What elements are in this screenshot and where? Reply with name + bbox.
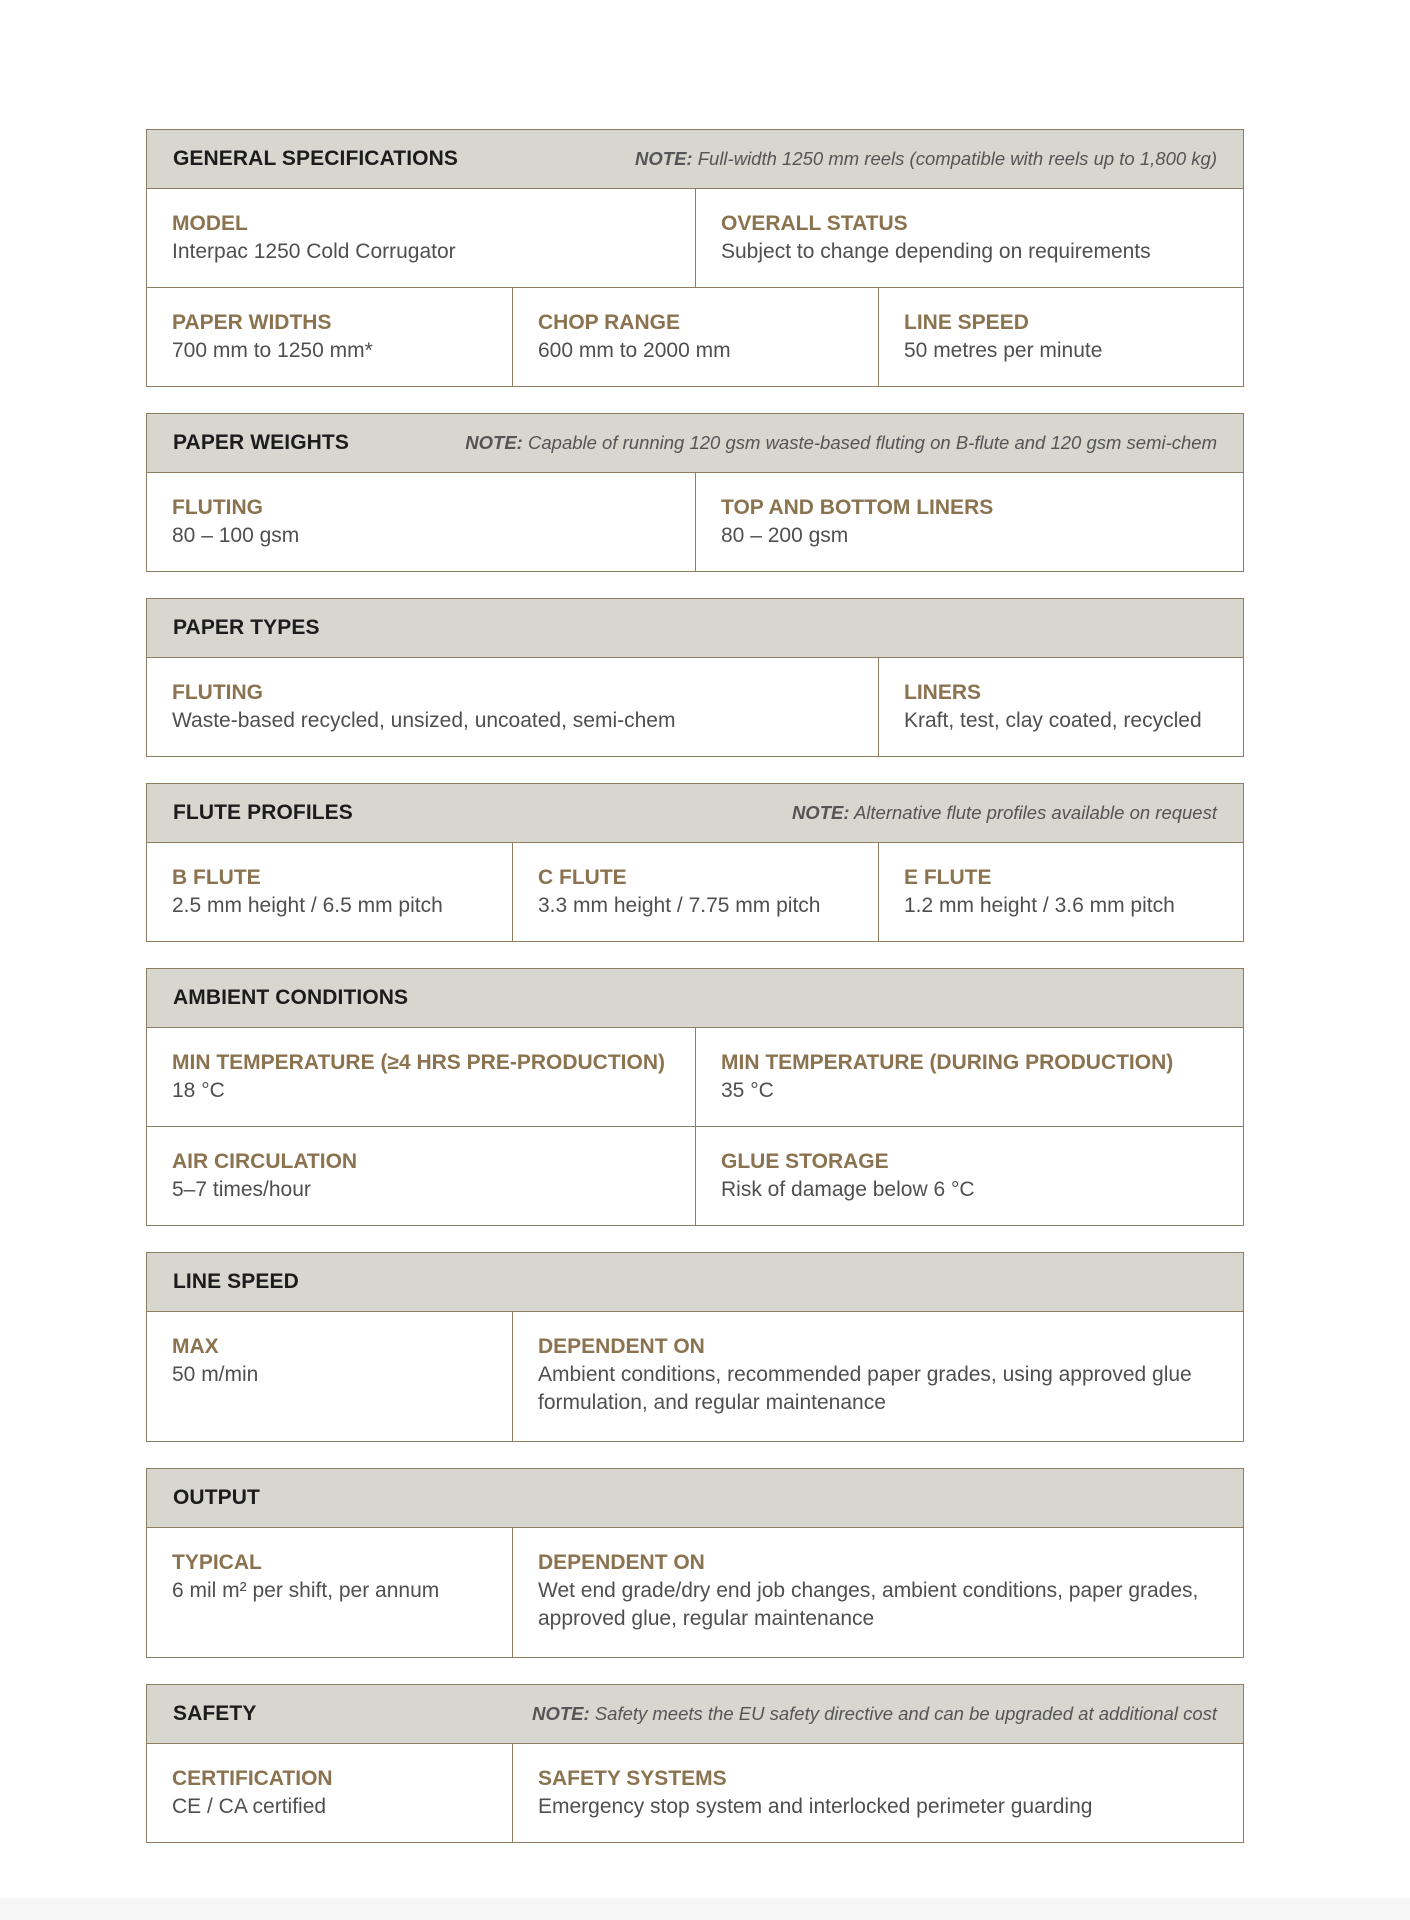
- section-title: SAFETY: [173, 1702, 257, 1725]
- section-title: PAPER WEIGHTS: [173, 431, 349, 454]
- note-label: NOTE:: [635, 148, 693, 169]
- cell-glue-storage: [696, 1127, 1243, 1225]
- field-label: FLUTING: [172, 681, 263, 704]
- section-note: [465, 432, 1217, 454]
- field-label: DEPENDENT ON: [538, 1551, 705, 1574]
- spec-row: [147, 1127, 1243, 1225]
- field-value: Interpac 1250 Cold Corrugator: [172, 240, 456, 263]
- field-label: MAX: [172, 1335, 219, 1358]
- cell-speed-dependent-on: [513, 1312, 1243, 1441]
- cell-overall-status: [696, 189, 1243, 287]
- field-value: Ambient conditions, recommended paper grades, using approved glue formulation, and regular maintenance: [538, 1363, 1192, 1414]
- section-header: [147, 1253, 1243, 1312]
- section-paper-weights: [146, 413, 1244, 572]
- field-label: SAFETY SYSTEMS: [538, 1767, 727, 1790]
- field-value: 600 mm to 2000 mm: [538, 339, 731, 362]
- spec-row: [147, 473, 1243, 571]
- field-value: 35 °C: [721, 1079, 774, 1102]
- section-note: [792, 802, 1217, 824]
- section-general-specifications: [146, 129, 1244, 387]
- field-value: 1.2 mm height / 3.6 mm pitch: [904, 894, 1175, 917]
- section-header: [147, 130, 1243, 189]
- section-note: [635, 148, 1217, 170]
- section-title: GENERAL SPECIFICATIONS: [173, 147, 458, 170]
- field-label: CERTIFICATION: [172, 1767, 333, 1790]
- field-label: CHOP RANGE: [538, 311, 680, 334]
- section-title: OUTPUT: [173, 1486, 260, 1509]
- section-title: FLUTE PROFILES: [173, 801, 353, 824]
- section-flute-profiles: [146, 783, 1244, 942]
- cell-typical-output: [147, 1528, 513, 1657]
- spec-row: [147, 1744, 1243, 1842]
- field-label: AIR CIRCULATION: [172, 1150, 358, 1173]
- field-label: MODEL: [172, 212, 248, 235]
- note-text: Capable of running 120 gsm waste-based fluting on B-flute and 120 gsm semi-chem: [528, 432, 1217, 453]
- field-value: Subject to change depending on requirements: [721, 240, 1151, 263]
- field-value: 700 mm to 1250 mm*: [172, 339, 373, 362]
- spec-row: [147, 288, 1243, 386]
- field-value: 3.3 mm height / 7.75 mm pitch: [538, 894, 821, 917]
- spec-row: [147, 1028, 1243, 1127]
- field-label: GLUE STORAGE: [721, 1150, 889, 1173]
- spec-sheet: [146, 129, 1244, 1869]
- cell-min-temp-pre: [147, 1028, 696, 1126]
- note-text: Full-width 1250 mm reels (compatible with reels up to 1,800 kg): [697, 148, 1217, 169]
- cell-c-flute: [513, 843, 879, 941]
- field-value: 18 °C: [172, 1079, 225, 1102]
- section-header: [147, 414, 1243, 473]
- spec-row: [147, 1528, 1243, 1657]
- cell-liners-type: [879, 658, 1243, 756]
- field-value: 50 m/min: [172, 1363, 259, 1386]
- field-value: 2.5 mm height / 6.5 mm pitch: [172, 894, 443, 917]
- field-value: 80 – 100 gsm: [172, 524, 300, 547]
- cell-min-temp-during: [696, 1028, 1243, 1126]
- field-value: 50 metres per minute: [904, 339, 1103, 362]
- field-value: Waste-based recycled, unsized, uncoated, semi-chem: [172, 709, 676, 732]
- note-text: Safety meets the EU safety directive and can be upgraded at additional cost: [594, 1703, 1217, 1724]
- cell-max-speed: [147, 1312, 513, 1441]
- field-label: LINE SPEED: [904, 311, 1029, 334]
- cell-liners-weight: [696, 473, 1243, 571]
- section-header: [147, 969, 1243, 1028]
- field-label: PAPER WIDTHS: [172, 311, 332, 334]
- field-label: TOP AND BOTTOM LINERS: [721, 496, 994, 519]
- cell-chop-range: [513, 288, 879, 386]
- cell-safety-systems: [513, 1744, 1243, 1842]
- page-bottom-edge: [0, 1898, 1410, 1920]
- note-label: NOTE:: [465, 432, 523, 453]
- cell-paper-widths: [147, 288, 513, 386]
- section-safety: [146, 1684, 1244, 1843]
- note-label: NOTE:: [532, 1703, 590, 1724]
- note-label: NOTE:: [791, 802, 850, 823]
- field-value: Emergency stop system and interlocked perimeter guarding: [538, 1795, 1093, 1818]
- cell-fluting-type: [147, 658, 879, 756]
- field-label: LINERS: [904, 681, 982, 704]
- cell-model: [147, 189, 696, 287]
- field-label: C FLUTE: [538, 866, 627, 889]
- field-label: MIN TEMPERATURE (DURING PRODUCTION): [721, 1051, 1174, 1074]
- field-label: MIN TEMPERATURE (≥4 HRS PRE-PRODUCTION): [172, 1051, 665, 1074]
- spec-row: [147, 1312, 1243, 1441]
- cell-certification: [147, 1744, 513, 1842]
- field-value: 5–7 times/hour: [172, 1178, 311, 1201]
- spec-row: [147, 189, 1243, 288]
- section-note: [532, 1703, 1217, 1725]
- field-label: TYPICAL: [172, 1551, 262, 1574]
- cell-b-flute: [147, 843, 513, 941]
- field-label: E FLUTE: [904, 866, 992, 889]
- note-text: Alternative flute profiles available on request: [853, 802, 1217, 823]
- section-title: AMBIENT CONDITIONS: [173, 986, 409, 1009]
- section-title: LINE SPEED: [173, 1270, 299, 1293]
- field-value: Wet end grade/dry end job changes, ambient conditions, paper grades, approved glue, regular maintenance: [538, 1579, 1199, 1630]
- spec-row: [147, 658, 1243, 756]
- cell-e-flute: [879, 843, 1243, 941]
- field-label: B FLUTE: [172, 866, 261, 889]
- field-value: CE / CA certified: [172, 1795, 327, 1818]
- section-header: [147, 784, 1243, 843]
- field-value: Kraft, test, clay coated, recycled: [904, 709, 1202, 732]
- field-label: FLUTING: [172, 496, 263, 519]
- field-label: DEPENDENT ON: [538, 1335, 705, 1358]
- field-label: OVERALL STATUS: [721, 212, 908, 235]
- cell-fluting-weight: [147, 473, 696, 571]
- section-header: [147, 1469, 1243, 1528]
- section-paper-types: [146, 598, 1244, 757]
- field-value: Risk of damage below 6 °C: [721, 1178, 975, 1201]
- section-title: PAPER TYPES: [173, 616, 320, 639]
- cell-air-circulation: [147, 1127, 696, 1225]
- cell-line-speed: [879, 288, 1243, 386]
- section-line-speed: [146, 1252, 1244, 1442]
- section-ambient-conditions: [146, 968, 1244, 1226]
- section-output: [146, 1468, 1244, 1658]
- spec-row: [147, 843, 1243, 941]
- field-value: 80 – 200 gsm: [721, 524, 849, 547]
- cell-output-dependent-on: [513, 1528, 1243, 1657]
- section-header: [147, 599, 1243, 658]
- section-header: [147, 1685, 1243, 1744]
- field-value: 6 mil m² per shift, per annum: [172, 1579, 440, 1602]
